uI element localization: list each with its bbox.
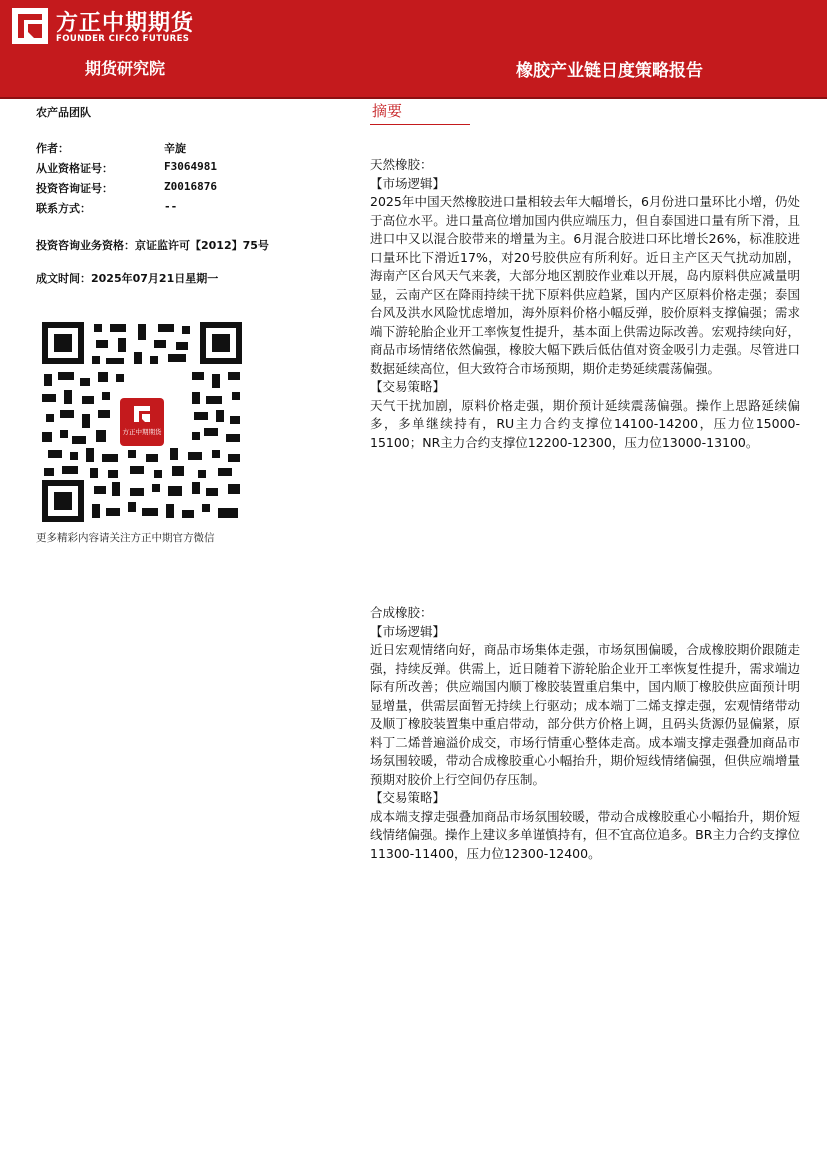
author-value: 辛旋 [164,142,186,155]
author-label: 作者： [36,142,69,155]
report-header [0,0,827,97]
natural-rubber-section [370,156,800,452]
logo-english-name: FOUNDER CIFCO FUTURES [56,34,190,44]
synthetic-rubber-logic-tag: 【市场逻辑】 [370,623,446,639]
qualification-label: 从业资格证号： [36,162,113,175]
contact-value: -- [164,200,178,213]
logo-chinese-name: 方正中期期货 [56,11,195,36]
synthetic-rubber-strategy-tag: 【交易策略】 [370,790,446,805]
consulting-cert-value: Z0016876 [164,180,217,193]
publish-date: 成文时间：2025年07月21日星期一 [36,272,219,285]
qualification-value: F3064981 [164,160,217,173]
business-license: 投资咨询业务资格：京证监许可【2012】75号 [36,239,269,252]
natural-rubber-heading: 天然橡胶： [370,157,433,172]
team-name: 农产品团队 [36,106,91,119]
summary-title: 摘要 [372,102,403,120]
founder-logo-icon [12,8,48,44]
synthetic-rubber-section [370,604,800,863]
natural-rubber-logic-text: 2025年中国天然橡胶进口量相较去年大幅增长，6月份进口量环比小增，仍处于高位水平。进口量高位增加国内供应端压力，但自泰国进口量有所下滑，且进口中又以混合胶带来的增量为主。6月混合胶进口环比增长26%，标准胶进口量环比下滑近17%，对20号胶供应有所利好。近日主产区天气扰动加剧，海南产区台风天气来袭，大部分地区割胶作业难以开展，岛内原料供应减量明显，云南产区在降雨持续干扰下原料供应趋紧，国内产区原料价格走强；泰国台风及洪水风险忧虑增加，海外原料价格小幅反弹，胶价原料支撑偏强；需求端下游轮胎企业开工率恢复性提升，基本面上供需边际改善。宏观持续向好，商品市场情绪依然偏强，橡胶大幅下跌后低估值对资金吸引力走强。尽管进口数据延续高位，但大致符合市场预期，期价走势延续震荡偏强。 [370,194,800,376]
contact-label: 联系方式： [36,202,91,215]
report-title: 橡胶产业链日度策略报告 [516,61,703,81]
natural-rubber-logic-tag: 【市场逻辑】 [370,175,446,191]
natural-rubber-strategy-text: 天气干扰加剧，原料价格走强，期价预计延续震荡偏强。操作上思路延续偏多，多单继续持有，RU主力合约支撑位14100-14200，压力位15000-15100；NR主力合约支撑位12200-12300，压力位13000-13100。 [370,397,800,450]
summary-underline [370,124,470,125]
natural-rubber-strategy-tag: 【交易策略】 [370,379,446,394]
synthetic-rubber-heading: 合成橡胶： [370,605,433,620]
synthetic-rubber-strategy-text: 成本端支撑走强叠加商品市场氛围较暖，带动合成橡胶重心小幅抬升，期价短线情绪偏强。操作上建议多单谨慎持有，但不宜高位追多。BR主力合约支撑位11300-11400，压力位12300-12400。 [370,808,800,861]
department-name: 期货研究院 [85,59,166,78]
qr-center-label: 方正中期期货 [122,428,162,436]
wechat-qr-code[interactable] [42,322,242,522]
consulting-cert-label: 投资咨询证号： [36,182,113,195]
synthetic-rubber-logic-text: 近日宏观情绪向好，商品市场集体走强，市场氛围偏暖，合成橡胶期价跟随走强，持续反弹。供需上，近日随着下游轮胎企业开工率恢复性提升，需求端边际有所改善；供应端国内顺丁橡胶装置重启集中，国内顺丁橡胶供应面预计明显增量，供需层面暂无持续上行驱动；成本端丁二烯支撑走强，宏观情绪带动及顺丁橡胶装置集中重启带动，部分供方价格上调，且码头货源仍显偏紧，原料丁二烯普遍溢价成交，市场行情重心整体走高。成本端支撑走强叠加商品市场氛围较暖，带动合成橡胶重心小幅抬升，期价短线情绪偏强，但供应端增量预期对胶价上行空间仍存压制。 [370,642,800,787]
header-divider [0,97,827,99]
qr-caption: 更多精彩内容请关注方正中期官方微信 [36,532,215,544]
